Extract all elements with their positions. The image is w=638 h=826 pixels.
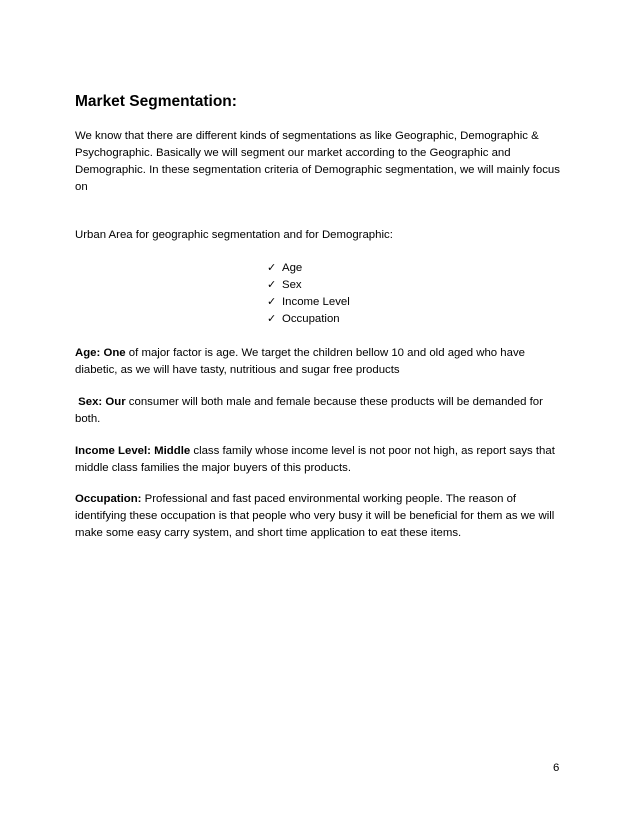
checklist-item-income-level bbox=[267, 294, 350, 311]
checkmark-icon: ✓ bbox=[267, 313, 277, 325]
checklist-label: Sex bbox=[282, 279, 302, 291]
sex-term: Sex: Our bbox=[75, 396, 126, 408]
occupation-text: Professional and fast paced environmental working people. The reason of identifying these occupation is that people who very busy it will be beneficial for them as we will make some easy carry system, and short time application to eat these items. bbox=[75, 493, 555, 539]
checklist-item-age bbox=[267, 260, 350, 277]
checklist-label: Age bbox=[282, 262, 303, 274]
page-number: 6 bbox=[553, 762, 560, 774]
demographic-checklist bbox=[267, 260, 350, 328]
age-paragraph bbox=[75, 345, 565, 379]
checklist-item-sex bbox=[267, 277, 350, 294]
checkmark-icon: ✓ bbox=[267, 296, 277, 308]
income-text: class family whose income level is not poor not high, as report says that middle class families the major buyers of this products. bbox=[75, 445, 555, 474]
sex-paragraph bbox=[75, 394, 565, 428]
checklist-label: Occupation bbox=[282, 313, 340, 325]
checklist-label: Income Level bbox=[282, 296, 350, 308]
occupation-term: Occupation: bbox=[75, 493, 142, 505]
checklist-item-occupation bbox=[267, 311, 350, 328]
checkmark-icon: ✓ bbox=[267, 279, 277, 291]
checkmark-icon: ✓ bbox=[267, 262, 277, 274]
occupation-paragraph bbox=[75, 491, 565, 542]
age-term: Age: One bbox=[75, 347, 126, 359]
income-term: Income Level: Middle bbox=[75, 445, 191, 457]
urban-area-paragraph: Urban Area for geographic segmentation and for Demographic: bbox=[75, 229, 393, 241]
section-heading: Market Segmentation: bbox=[75, 93, 237, 110]
age-text: of major factor is age. We target the children bellow 10 and old aged who have diabetic, as we will have tasty, nutritious and sugar free products bbox=[75, 347, 525, 376]
intro-paragraph: We know that there are different kinds of segmentations as like Geographic, Demographic & Psychographic. Basically we will segment our market according to the Geographic and Demographic. In these segmentation criteria of Demographic segmentation, we will mainly focus on bbox=[75, 130, 560, 193]
income-level-paragraph bbox=[75, 443, 565, 477]
sex-text: consumer will both male and female because these products will be demanded for both. bbox=[75, 396, 543, 425]
